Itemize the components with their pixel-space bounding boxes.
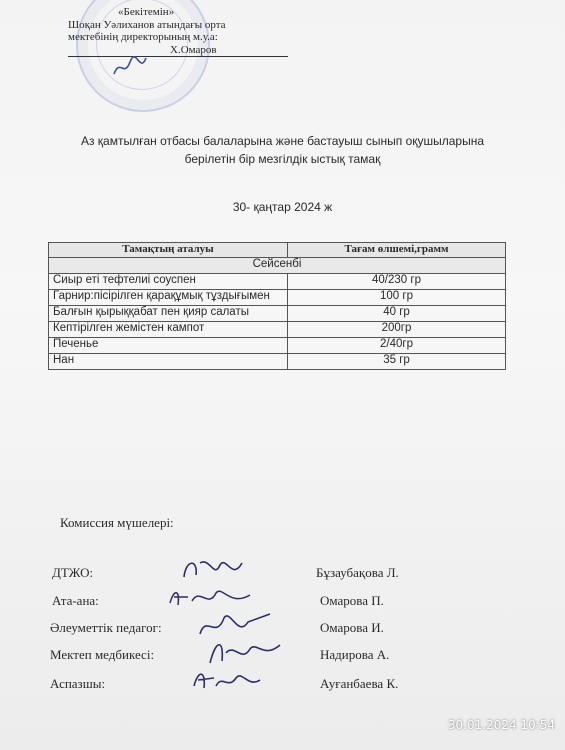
- dish-cell: Печенье: [49, 338, 288, 354]
- dish-cell: Кептірілген жемістен кампот: [49, 322, 288, 338]
- amount-cell: 200гр: [288, 322, 506, 338]
- member-name: Омарова И.: [320, 620, 384, 635]
- amount-cell: 40 гр: [288, 306, 506, 322]
- member-role: Әлеуметтік педагог:: [50, 620, 162, 635]
- signature-row: [0, 593, 565, 617]
- table-row: [49, 322, 506, 338]
- dish-cell: Нан: [49, 354, 288, 370]
- member-name: Омарова П.: [320, 593, 384, 608]
- day-row: [49, 258, 506, 274]
- signature-mark: [180, 555, 250, 585]
- amount-cell: 35 гр: [288, 354, 506, 370]
- document-title: [40, 132, 525, 168]
- member-name: Бұзаубақова Л.: [316, 565, 399, 580]
- approval-line-1: «Бекітемін»: [118, 6, 175, 18]
- member-role: Ата-ана:: [52, 593, 99, 608]
- header-amount: Тағам өлшемі,грамм: [288, 243, 506, 258]
- table-row: [49, 274, 506, 290]
- member-role: Мектеп медбикесі:: [50, 647, 155, 662]
- approval-line-2: Шоқан Уәлиханов атындағы орта: [68, 18, 226, 31]
- member-role: ДТЖО:: [52, 565, 94, 580]
- approval-block: [68, 0, 288, 57]
- photo-timestamp: 30.01.2024 10:54: [447, 718, 555, 732]
- table-row: [49, 338, 506, 354]
- member-name: Надирова А.: [320, 647, 390, 662]
- signature-mark: [190, 666, 266, 696]
- signature-mark: [166, 583, 256, 613]
- document-date: 30- қаңтар 2024 ж: [232, 200, 333, 214]
- signature-row: [0, 565, 565, 589]
- title-line-2: берілетін бір мезгілдік ыстық тамақ: [184, 152, 381, 166]
- table-header-row: [49, 243, 506, 258]
- amount-cell: 2/40гр: [288, 338, 506, 354]
- member-name: Ауғанбаева К.: [320, 676, 399, 691]
- table-row: [49, 354, 506, 370]
- amount-cell: 100 гр: [288, 290, 506, 306]
- signature-row: [0, 647, 565, 671]
- director-signature: [110, 52, 150, 82]
- day-label: Сейсенбі: [49, 258, 506, 274]
- title-line-1: Аз қамтылған отбасы балаларына және бастауыш сынып оқушыларына: [80, 134, 485, 148]
- member-role: Аспазшы:: [50, 676, 106, 691]
- table-row: [49, 290, 506, 306]
- approval-line-4: Х.Омаров: [68, 44, 288, 57]
- menu-table: [48, 242, 506, 370]
- dish-cell: Балғын қырыққабат пен қияр салаты: [49, 306, 288, 322]
- signature-row: [0, 676, 565, 700]
- table-row: [49, 306, 506, 322]
- commission-title: Комиссия мүшелері:: [60, 515, 174, 530]
- amount-cell: 40/230 гр: [288, 274, 506, 290]
- approval-line-3: мектебінің директорының м.у.а:: [68, 31, 218, 43]
- dish-cell: Гарнир:пісірілген қарақұмық тұздығымен: [49, 290, 288, 306]
- header-dish: Тамақтың аталуы: [49, 243, 288, 258]
- dish-cell: Сиыр еті тефтелиі соуспен: [49, 274, 288, 290]
